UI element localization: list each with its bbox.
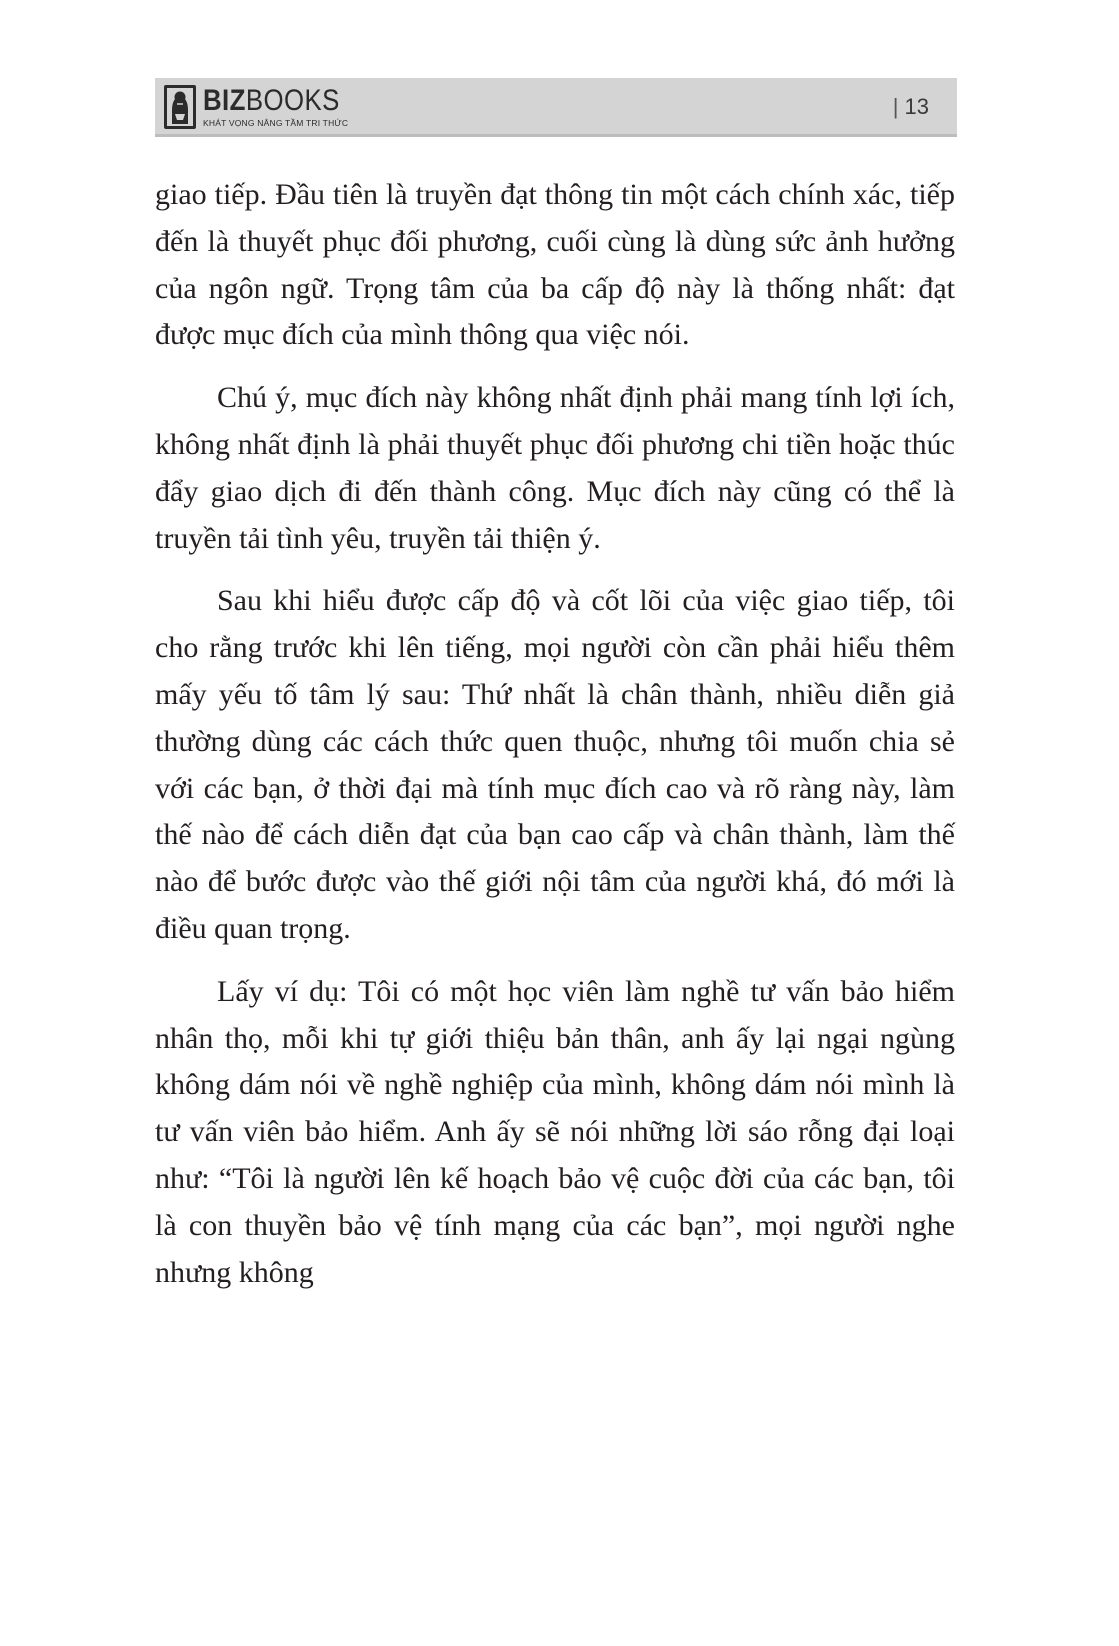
paragraph: Chú ý, mục đích này không nhất định phải mang tính lợi ích, không nhất định là phải thuyết phục đối phương chi tiền hoặc thúc đẩy giao dịch đi đến thành công. Mục đích này cũng có thể là truyền tải tình yêu, truyền tải thiện ý.	[155, 381, 955, 555]
header-rule	[155, 134, 957, 137]
brand-name-bold: BIZ	[203, 84, 246, 118]
paragraph: Lấy ví dụ: Tôi có một học viên làm nghề tư vấn bảo hiểm nhân thọ, mỗi khi tự giới thiệu bản thân, anh ấy lại ngại ngùng không dám nói về nghề nghiệp của mình, không dám nói mình là tư vấn viên bảo hiểm. Anh ấy sẽ nói những lời sáo rỗng đại loại như: “Tôi là người lên kế hoạch bảo vệ cuộc đời của các bạn, tôi là con thuyền bảo vệ tính mạng của các bạn”, mọi người nghe nhưng không	[155, 974, 955, 1289]
page-number-label	[893, 94, 929, 120]
paragraph: Sau khi hiểu được cấp độ và cốt lõi của việc giao tiếp, tôi cho rằng trước khi lên tiếng, mọi người còn cần phải hiểu thêm mấy yếu tố tâm lý sau: Thứ nhất là chân thành, nhiều diễn giả thường dùng các cách thức quen thuộc, nhưng tôi muốn chia sẻ với các bạn, ở thời đại mà tính mục đích cao và rõ ràng này, làm thế nào để cách diễn đạt của bạn cao cấp và chân thành, làm thế nào để bước được vào thế giới nội tâm của người khá, đó mới là điều quan trọng.	[155, 584, 955, 945]
bizbooks-logo-icon	[163, 84, 197, 130]
brand-name	[203, 86, 340, 116]
page-number-separator: |	[892, 94, 899, 119]
brand-tagline: KHÁT VỌNG NÂNG TẦM TRI THỨC	[203, 118, 349, 129]
body-text	[155, 172, 955, 1312]
page-number: 13	[904, 94, 929, 119]
brand-logo	[163, 84, 362, 130]
paragraph: giao tiếp. Đầu tiên là truyền đạt thông tin một cách chính xác, tiếp đến là thuyết phục đối phương, cuối cùng là dùng sức ảnh hưởng của ngôn ngữ. Trọng tâm của ba cấp độ này là thống nhất: đạt được mục đích của mình thông qua việc nói.	[155, 178, 955, 352]
brand-name-rest: BOOKS	[245, 84, 340, 118]
